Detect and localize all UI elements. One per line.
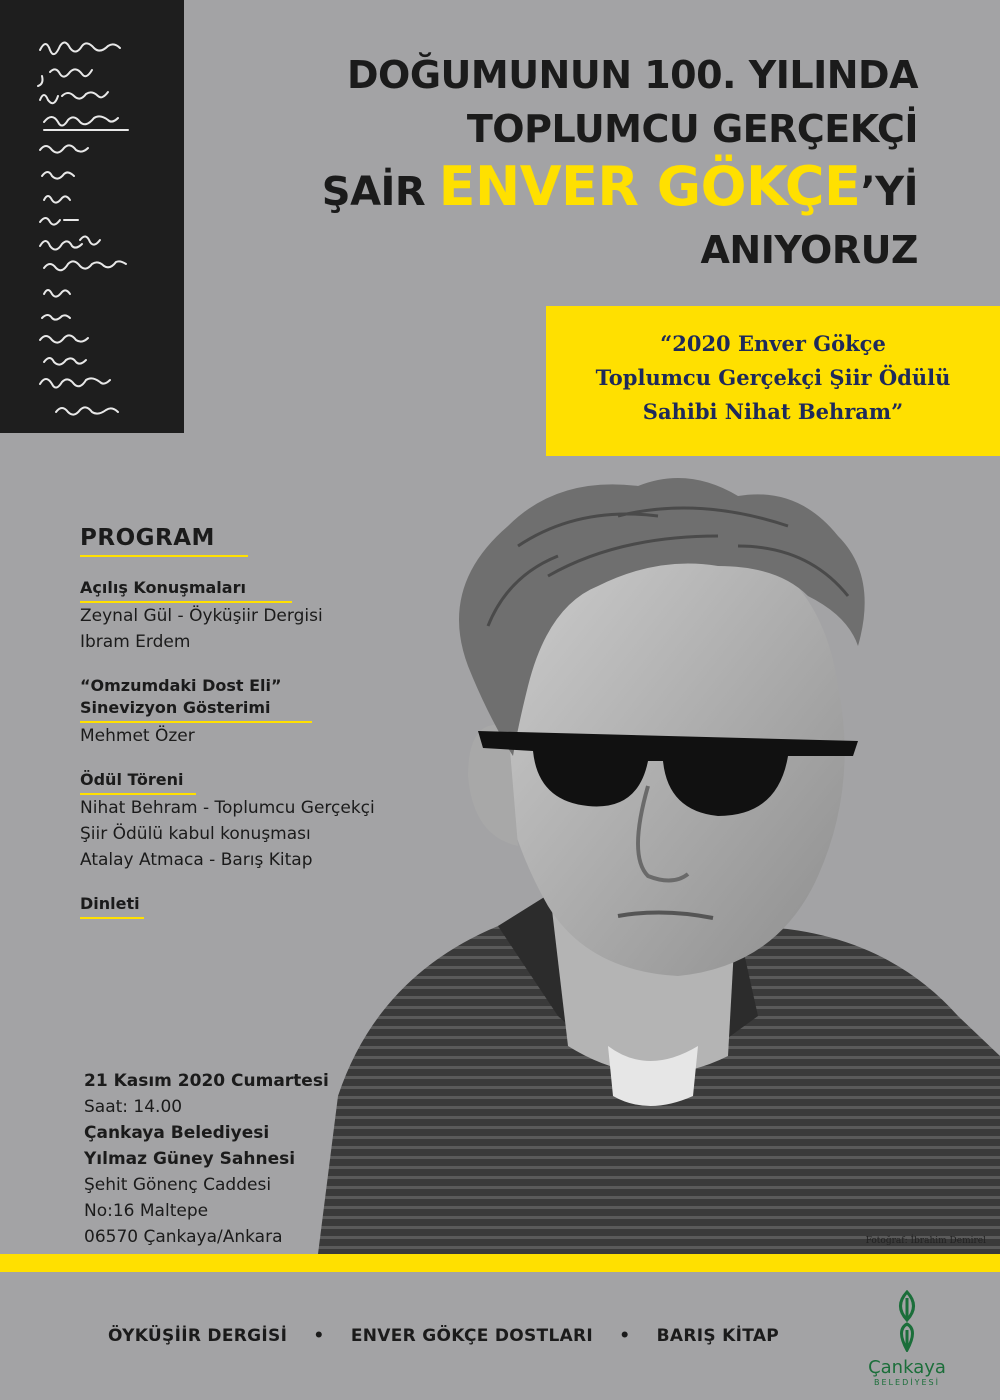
program-item: Mehmet Özer xyxy=(80,726,195,746)
award-quote-box xyxy=(546,306,1000,456)
headline-line-4: ANIYORUZ xyxy=(700,228,918,272)
headline xyxy=(322,48,918,277)
program-title: PROGRAM xyxy=(80,525,248,557)
award-quote-line-1: “2020 Enver Gökçe xyxy=(660,331,886,356)
event-details xyxy=(84,1068,329,1250)
event-date: 21 Kasım 2020 Cumartesi xyxy=(84,1071,329,1091)
program-item: Zeynal Gül - Öyküşiir Dergisi xyxy=(80,606,323,626)
separator-dot: • xyxy=(313,1326,325,1346)
logo-name: Çankaya xyxy=(868,1357,946,1378)
section-heading: Sinevizyon Gösterimi xyxy=(80,697,312,723)
program-list xyxy=(80,525,420,919)
portrait-illustration xyxy=(318,456,1000,1254)
award-quote-line-2: Toplumcu Gerçekçi Şiir Ödülü xyxy=(595,365,951,390)
organizer-1: ÖYKÜŞİİR DERGİSİ xyxy=(108,1326,288,1346)
program-section xyxy=(80,675,420,749)
section-pre-heading: “Omzumdaki Dost Eli” xyxy=(80,676,282,695)
cankaya-logo xyxy=(862,1290,952,1387)
section-heading: Ödül Töreni xyxy=(80,769,196,795)
separator-dot: • xyxy=(619,1326,631,1346)
organizer-3: BARIŞ KİTAP xyxy=(656,1326,780,1346)
handwriting-panel xyxy=(0,0,184,433)
event-address-3: 06570 Çankaya/Ankara xyxy=(84,1227,283,1247)
program-item: Şiir Ödülü kabul konuşması xyxy=(80,824,311,844)
event-time: Saat: 14.00 xyxy=(84,1097,183,1117)
headline-line-1: DOĞUMUNUN 100. YILINDA xyxy=(346,53,918,97)
headline-line-3 xyxy=(322,156,918,223)
program-item: Nihat Behram - Toplumcu Gerçekçi xyxy=(80,798,375,818)
event-venue-2: Yılmaz Güney Sahnesi xyxy=(84,1149,296,1169)
headline-suffix: ’Yİ xyxy=(860,169,918,215)
organizer-2: ENVER GÖKÇE DOSTLARI xyxy=(350,1326,594,1346)
program-item: Ibram Erdem xyxy=(80,632,191,652)
footer-organizers xyxy=(108,1326,779,1346)
program-section xyxy=(80,769,420,873)
program-section xyxy=(80,893,420,919)
program-section xyxy=(80,577,420,655)
yellow-divider-band xyxy=(0,1254,1000,1272)
logo-subtitle: BELEDİYESİ xyxy=(874,1378,940,1387)
award-quote-line-3: Sahibi Nihat Behram” xyxy=(642,399,904,424)
program-item: Atalay Atmaca - Barış Kitap xyxy=(80,850,313,870)
event-address-1: Şehit Gönenç Caddesi xyxy=(84,1175,272,1195)
headline-line-2: TOPLUMCU GERÇEKÇİ xyxy=(466,107,918,151)
headline-prefix: ŞAİR xyxy=(321,169,439,215)
event-venue-1: Çankaya Belediyesi xyxy=(84,1123,270,1143)
handwritten-manuscript-image xyxy=(0,0,184,433)
section-heading: Açılış Konuşmaları xyxy=(80,577,292,603)
leaf-emblem-icon xyxy=(890,1290,924,1352)
poet-portrait-photo xyxy=(318,456,1000,1254)
photo-credit: Fotoğraf: İbrahim Demirel xyxy=(865,1236,986,1246)
section-heading: Dinleti xyxy=(80,893,144,919)
event-address-2: No:16 Maltepe xyxy=(84,1201,209,1221)
poet-name: ENVER GÖKÇE xyxy=(438,155,861,218)
